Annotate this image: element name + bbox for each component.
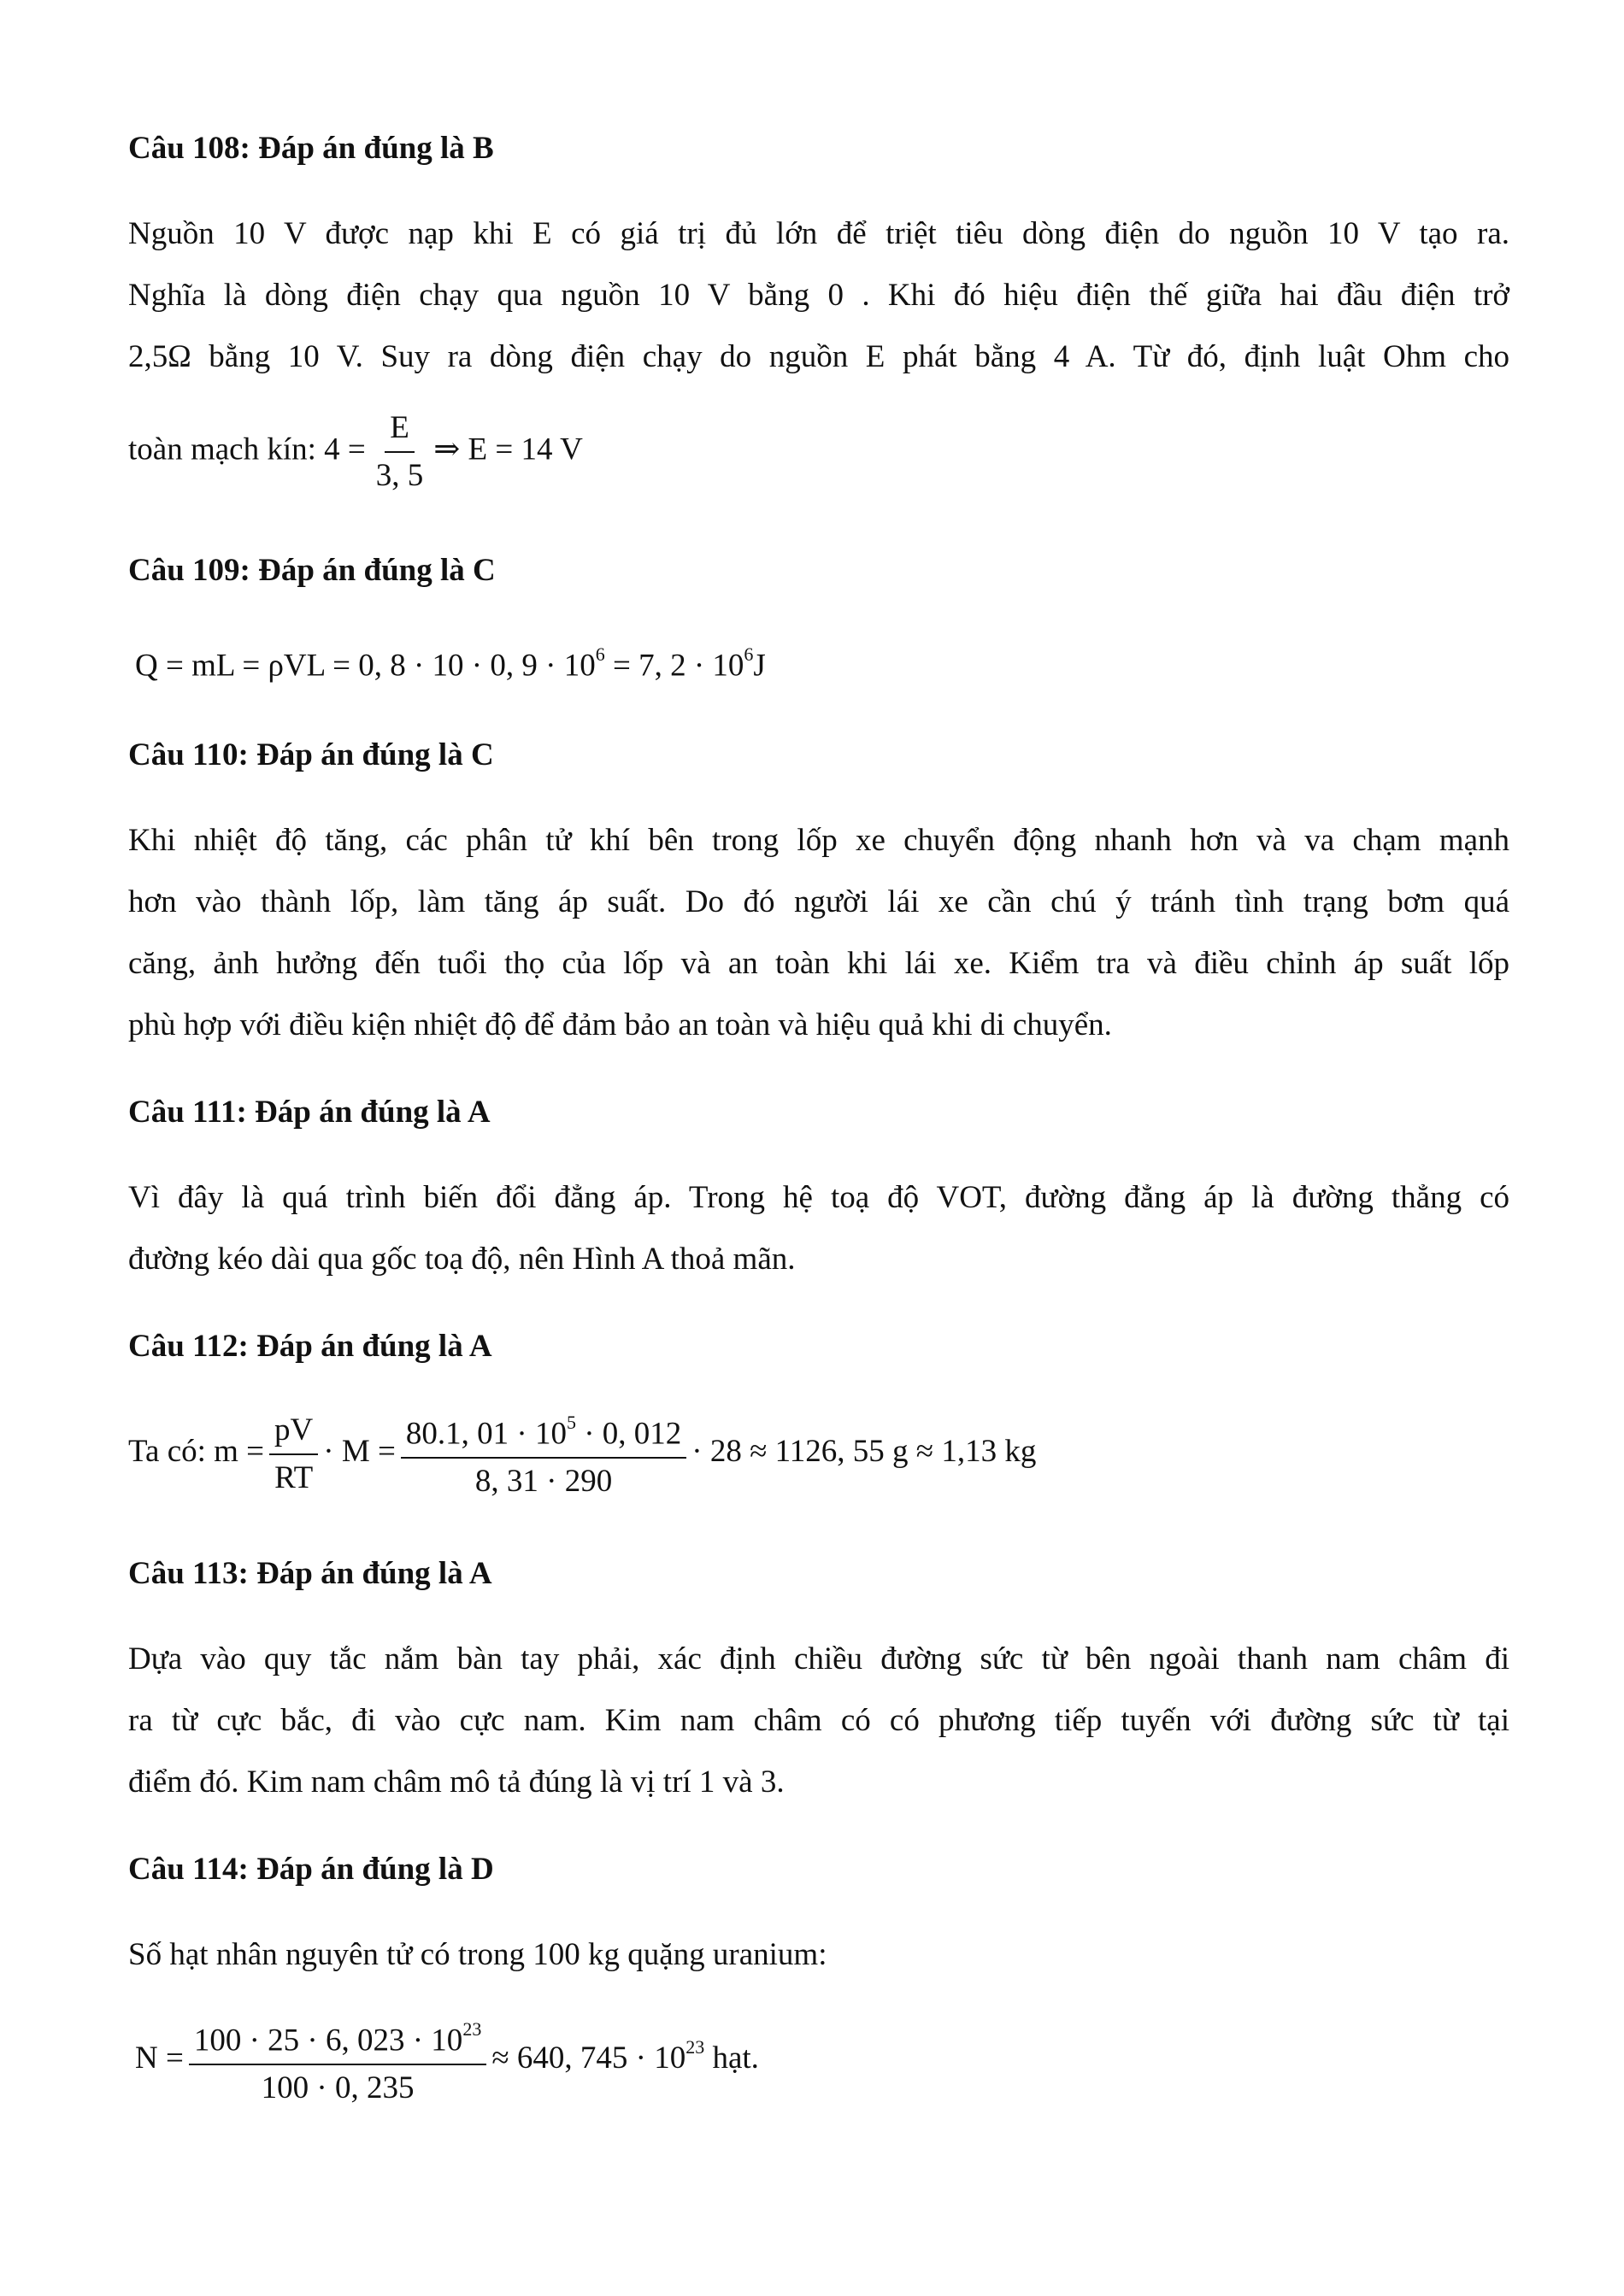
q108-frac-num: E xyxy=(385,408,415,453)
q114-frac-num-a: 100 · 25 · 6, 023 · 10 xyxy=(193,2023,463,2058)
q114-line-1: Số hạt nhân nguyên tử có trong 100 kg quặng uranium: xyxy=(128,1937,827,1972)
q114-eq-prefix: N = xyxy=(135,2041,184,2076)
q108-line-2: Nghĩa là dòng điện chạy qua nguồn 10 V bằng 0 . Khi đó hiệu điện thế giữa hai đầu điện trở xyxy=(128,278,1509,313)
q112-equation xyxy=(128,1406,1509,1501)
q110-line-4: phù hợp với điều kiện nhiệt độ để đảm bảo an toàn và hiệu quả khi di chuyển. xyxy=(128,1007,1112,1042)
q108-frac-den: 3, 5 xyxy=(375,458,424,493)
q114-eq-suffix-b: hạt. xyxy=(704,2041,759,2076)
q110-line-3: căng, ảnh hưởng đến tuổi thọ của lốp và an toàn khi lái xe. Kiểm tra và điều chỉnh áp suất lốp xyxy=(128,946,1509,981)
q112-eq-prefix: Ta có: m = xyxy=(128,1434,265,1470)
q109-heading: Câu 109: Đáp án đúng là C xyxy=(128,553,496,588)
q111-heading: Câu 111: Đáp án đúng là A xyxy=(128,1095,491,1130)
q112-fraction-2 xyxy=(401,1406,686,1501)
q112-eq-mid: · M = xyxy=(323,1434,396,1470)
q110-line-2: hơn vào thành lốp, làm tăng áp suất. Do đó người lái xe cần chú ý tránh tình trạng bơm quá xyxy=(128,884,1509,919)
q114-equation xyxy=(135,2013,1516,2108)
q110-heading: Câu 110: Đáp án đúng là C xyxy=(128,737,494,772)
q109-exp-a: 6 xyxy=(595,643,605,665)
q108-eq-prefix: toàn mạch kín: 4 = xyxy=(128,432,366,467)
q112-heading: Câu 112: Đáp án đúng là A xyxy=(128,1329,492,1364)
q112-frac1-den: RT xyxy=(274,1459,314,1495)
q112-fraction-1 xyxy=(269,1411,318,1498)
q109-eq-part-b: = 7, 2 · 10 xyxy=(604,648,744,684)
q111-line-1: Vì đây là quá trình biến đổi đẳng áp. Trong hệ toạ độ VOT, đường đẳng áp là đường thẳng có xyxy=(128,1180,1509,1215)
q111-line-2: đường kéo dài qua gốc toạ độ, nên Hình A thoả mãn. xyxy=(128,1242,796,1277)
q109-exp-b: 6 xyxy=(744,643,754,665)
q108-line-1: Nguồn 10 V được nạp khi E có giá trị đủ lớn để triệt tiêu dòng điện do nguồn 10 V tạo ra. xyxy=(128,216,1509,251)
q114-heading: Câu 114: Đáp án đúng là D xyxy=(128,1852,494,1887)
q108-heading: Câu 108: Đáp án đúng là B xyxy=(128,131,494,166)
q114-eq-suffix-exp: 23 xyxy=(685,2035,705,2058)
q112-eq-suffix: · 28 ≈ 1126, 55 g ≈ 1,13 kg xyxy=(691,1434,1037,1470)
q113-line-1: Dựa vào quy tắc nắm bàn tay phải, xác định chiều đường sức từ bên ngoài thanh nam châm đi xyxy=(128,1641,1509,1676)
q108-equation xyxy=(128,408,1509,496)
q108-eq-suffix: ⇒ E = 14 V xyxy=(433,432,583,467)
q113-line-3: điểm đó. Kim nam châm mô tả đúng là vị trí 1 và 3. xyxy=(128,1765,785,1800)
q109-equation xyxy=(135,637,1516,686)
q113-line-2: ra từ cực bắc, đi vào cực nam. Kim nam châm có có phương tiếp tuyến với đường sức từ tại xyxy=(128,1703,1509,1738)
q112-frac2-num-b: · 0, 012 xyxy=(575,1416,682,1452)
q112-frac2-den: 8, 31 · 290 xyxy=(474,1464,613,1500)
q114-frac-num-exp: 23 xyxy=(462,2018,482,2040)
q112-frac1-num: pV xyxy=(269,1411,318,1455)
q108-line-3: 2,5Ω bằng 10 V. Suy ra dòng điện chạy do nguồn E phát bằng 4 A. Từ đó, định luật Ohm cho xyxy=(128,339,1509,374)
q114-frac-den: 100 · 0, 235 xyxy=(261,2070,415,2106)
q112-frac2-num-a: 80.1, 01 · 10 xyxy=(405,1416,567,1452)
q109-eq-part-a: Q = mL = ρVL = 0, 8 · 10 · 0, 9 · 10 xyxy=(135,648,596,684)
q108-fraction xyxy=(371,408,429,496)
q112-frac2-num-exp: 5 xyxy=(566,1412,576,1433)
q109-eq-part-c: J xyxy=(753,648,766,684)
q113-heading: Câu 113: Đáp án đúng là A xyxy=(128,1556,492,1591)
q110-line-1: Khi nhiệt độ tăng, các phân tử khí bên trong lốp xe chuyển động nhanh hơn và va chạm mạnh xyxy=(128,823,1509,858)
q114-fraction xyxy=(189,2013,486,2108)
q114-eq-suffix-a: ≈ 640, 745 · 10 xyxy=(491,2041,686,2076)
q112-frac2-num xyxy=(401,1406,686,1459)
q114-frac-num xyxy=(189,2013,486,2065)
